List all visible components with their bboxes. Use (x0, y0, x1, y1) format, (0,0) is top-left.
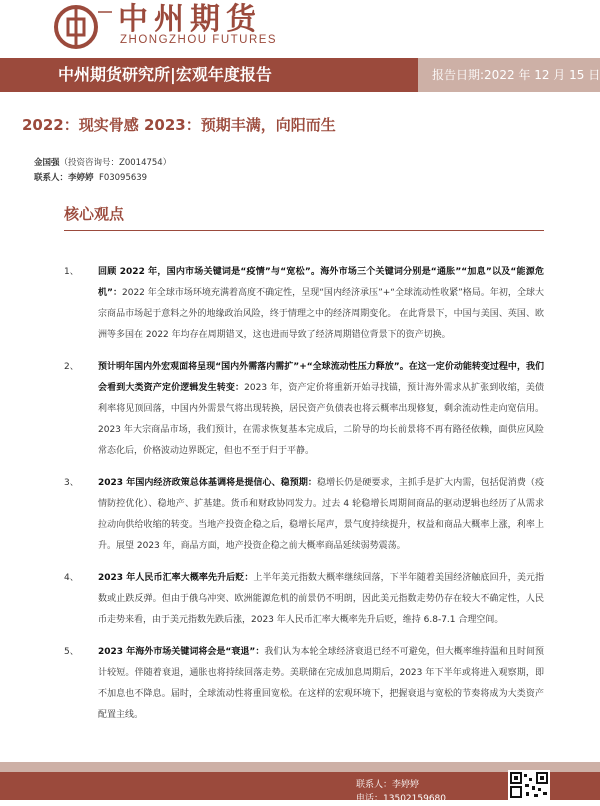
footer-phone: 13502159680 (383, 794, 447, 804)
point-lead: 2023 年人民币汇率大概率先升后贬： (98, 573, 254, 583)
coin-logo-icon (52, 4, 114, 50)
author-detail: （投资咨询号：Z0014754） (59, 158, 172, 168)
contact-detail: F03095639 (98, 173, 148, 183)
report-title: 2022：现实骨感 2023：预期丰满，向阳而生 (22, 116, 336, 134)
point-number: 3、 (64, 478, 79, 488)
section-divider (64, 230, 544, 231)
section-title: 核心观点 (64, 205, 125, 223)
point-lead: 回顾 2022 年，国内市场关键词是“疫情”与“宽松”。海外市场三个关键词分别是“通胀”“加息”以及“能源危机”： (98, 267, 544, 298)
point-lead: 预计明年国内外宏观面将呈现“国内外需落内需扩”+“全球流动性压力释放”。在这一定价动能转变过程中，我们会看到大类资产定价逻辑发生转变： (98, 362, 544, 393)
point-lead: 2023 年海外市场关键词将会是“衰退”： (98, 647, 265, 657)
contact-label: 联系人： (34, 173, 69, 183)
brand-logo (52, 4, 114, 50)
point-number: 5、 (64, 647, 79, 657)
point-text: 稳增长仍是硬要求，主抓手是扩大内需，包括促消费（疫情防控优化）、稳地产、扩基建。货币和财政协同发力。过去 4 轮稳增长周期间商品的驱动逻辑也经历了从需求拉动向供给收缩的转变。当地产投资企稳之后，稳增长尾声，景气度持续提升，权益和商品大概率上涨，利率上升。展望 2023 年，商品方面，地产投资企稳之前大概率商品延续弱势震荡。 (98, 478, 544, 551)
qr-code-icon (508, 770, 550, 800)
point-lead: 2023 年国内经济政策总体基调将是提信心、稳预期： (98, 478, 317, 488)
contact-line (34, 171, 147, 183)
point-item (0, 568, 600, 631)
point-item (0, 357, 600, 462)
point-number: 2、 (64, 362, 79, 372)
brand-name-en: ZHONGZHOU FUTURES (120, 34, 278, 46)
header-title: 中州期货研究所|宏观年度报告 (58, 65, 272, 84)
point-text: 2023 年，资产定价将重新开始寻找锚，预计海外需求从扩张到收缩，美债利率将见顶回落，中国内外需景气将出现转换，居民资产负债表也将云概率出现修复，剩余流动性走向宽信用。2023 年大宗商品市场，我们预计，在需求恢复基本完成后，二阶导的均长前景将不再有路径依赖，面供应风险常态化后，价格波动边界既定，但也不至于归于平静。 (98, 383, 544, 456)
footer-phone-label: 电话： (356, 794, 384, 804)
point-number: 4、 (64, 573, 79, 583)
brand-name: 中州期货 (118, 2, 262, 37)
footer-contact-label: 联系人： (356, 780, 393, 790)
point-number: 1、 (64, 267, 79, 277)
author-line (34, 156, 171, 168)
report-date: 报告日期:2022 年 12 月 15 日 (432, 68, 600, 82)
core-points (0, 262, 600, 737)
point-text: 上半年美元指数大概率继续回落，下半年随着美国经济触底回升，美元指数或止跌反弹。但由于俄乌冲突、欧洲能源危机的前景仍不明朗，因此美元指数走势仍存在较大不确定性，人民币走势来看，由于美元指数先跌后涨，2023 年人民币汇率大概率先升后贬，维持 6.8-7.1 合理空间。 (98, 573, 544, 625)
footer-contact-name: 李婷婷 (392, 780, 420, 790)
author-name: 金国强 (34, 158, 60, 168)
point-item (0, 262, 600, 346)
point-item (0, 473, 600, 557)
contact-name: 李婷婷 (68, 173, 94, 183)
point-text: 我们认为本轮全球经济衰退已经不可避免，但大概率维持温和且时间预计较短。伴随着衰退，通胀也将持续回落走势。美联储在完成加息周期后，2023 年下半年或将进入观察期，即不加息也不降息。届时，全球流动性将重回宽松。在这样的宏观环境下，把握衰退与宽松的节奏将成为大类资产配置主线。 (98, 647, 544, 720)
point-text: 2022 年全球市场环境充满着高度不确定性，呈现“国内经济承压”+“全球流动性收紧”格局。年初，全球大宗商品市场起于意料之外的地缘政治风险，终于情理之中的经济周期变化。 在此背景下，中国与美国、英国、欧洲等多国在 2022 年均存在周期错叉，这也进而导致了经济周期错位背景下的资产切换。 (98, 288, 544, 340)
point-item (0, 642, 600, 726)
footer-contact (356, 778, 446, 806)
